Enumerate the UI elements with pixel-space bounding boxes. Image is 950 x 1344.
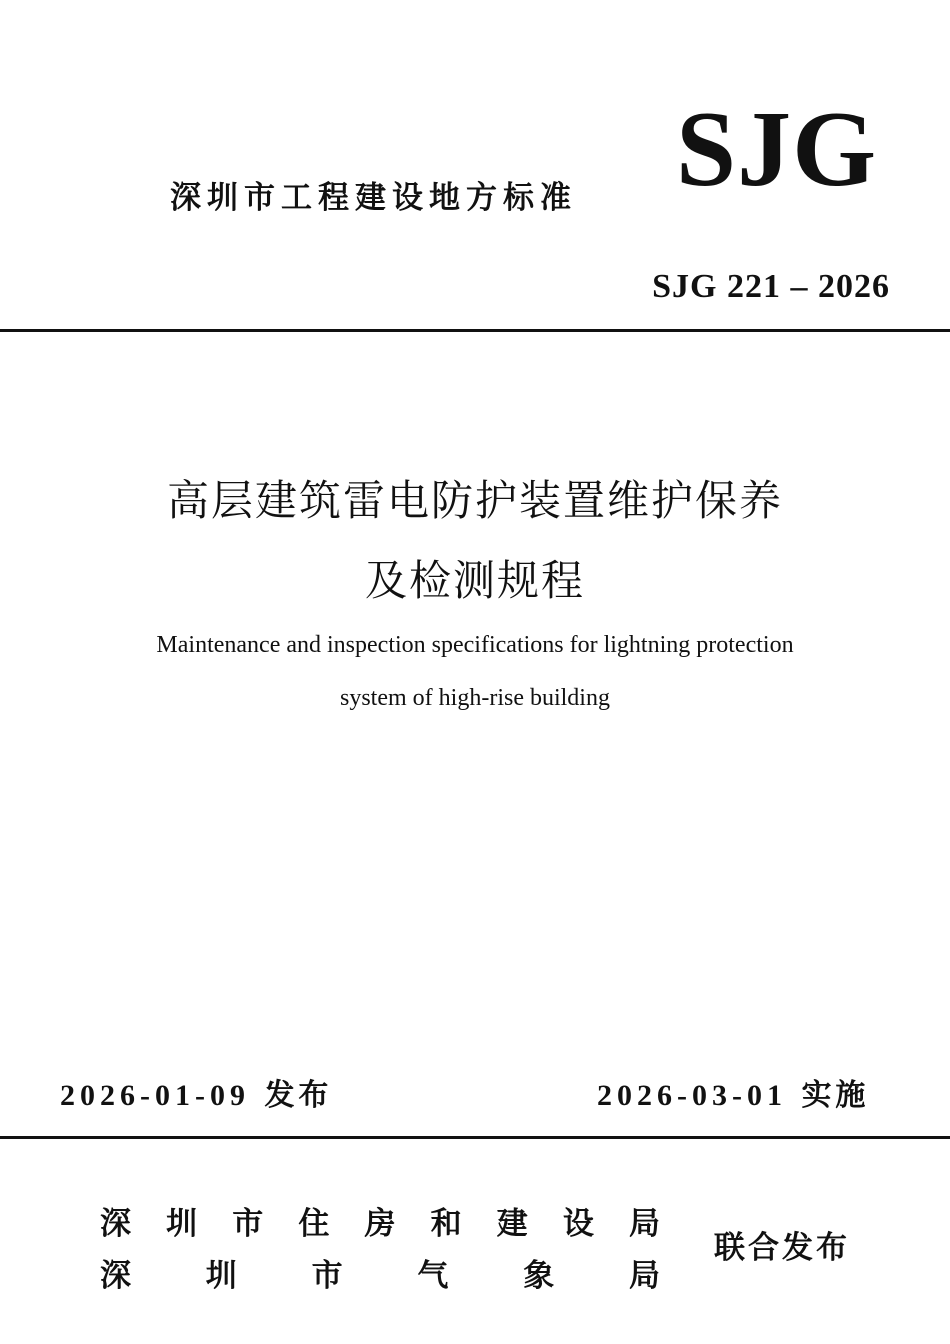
issuer-char: 局 (628, 1258, 660, 1294)
issuer-char: 房 (364, 1206, 396, 1242)
issuer-char: 圳 (166, 1206, 198, 1242)
standard-number: SJG 221 – 2026 (652, 268, 890, 305)
title-en-line1: Maintenance and inspection specifications for lightning protection (156, 632, 794, 658)
bottom-divider (0, 1136, 950, 1139)
issuer-char: 深 (100, 1206, 131, 1242)
issuer-char: 市 (232, 1206, 264, 1242)
standard-category: 深圳市工程建设地方标准 (170, 180, 577, 216)
publish-label: 发布 (264, 1078, 333, 1113)
issuer-housing-bureau (100, 1198, 660, 1243)
title-en-line2: system of high-rise building (340, 685, 610, 711)
issuer-char: 圳 (205, 1258, 237, 1294)
issuer-char: 深 (100, 1258, 131, 1294)
effective-label: 实施 (801, 1078, 870, 1113)
title-cn-line1: 高层建筑雷电防护装置维护保养 (166, 476, 783, 525)
effective-info (597, 1070, 869, 1114)
issuer-char: 象 (523, 1258, 555, 1294)
top-divider (0, 329, 950, 332)
issuer-char: 局 (629, 1206, 660, 1242)
sjg-logo: SJG (676, 90, 878, 209)
issuer-char: 市 (311, 1258, 343, 1294)
effective-date: 2026-03-01 (597, 1079, 787, 1112)
issuer-char: 和 (430, 1206, 462, 1242)
issuer-char: 住 (298, 1206, 330, 1242)
issuer-meteorological-bureau (100, 1250, 660, 1295)
publish-info (60, 1070, 332, 1114)
issuer-char: 气 (417, 1258, 449, 1294)
issuer-char: 建 (496, 1206, 528, 1242)
publish-date: 2026-01-09 (60, 1079, 250, 1112)
joint-release-label: 联合发布 (714, 1230, 850, 1266)
title-cn-line2: 及检测规程 (364, 556, 585, 605)
issuer-char: 设 (562, 1206, 594, 1242)
